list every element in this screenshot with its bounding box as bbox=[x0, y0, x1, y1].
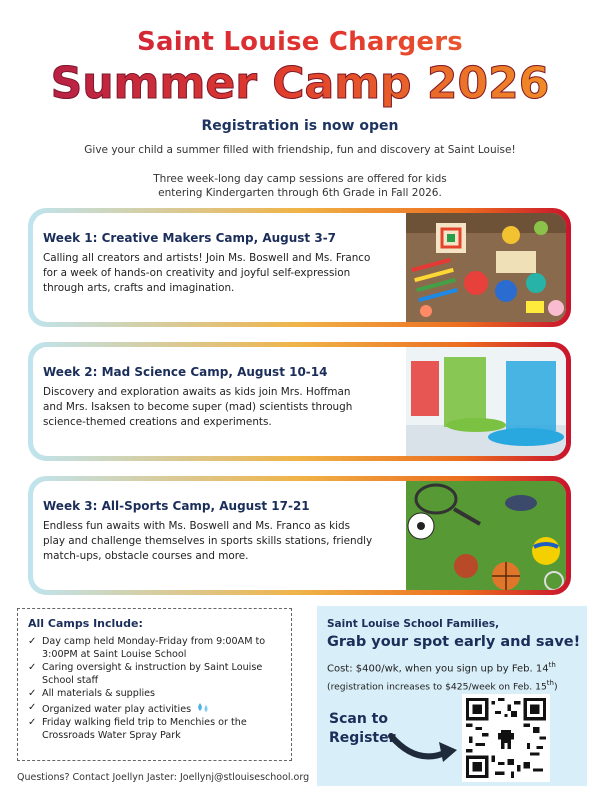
scan-to-register-label: Scan to Register bbox=[329, 711, 396, 746]
week-3-title: Week 3: All-Sports Camp, August 17-21 bbox=[43, 499, 310, 513]
contact-text: Questions? Contact Joellyn Jaster: Joellynj@stlouiseschool.org bbox=[17, 772, 310, 783]
checkmark-icon: ✓ bbox=[28, 662, 37, 673]
early-signup-heading: Grab your spot early and save! bbox=[327, 634, 581, 650]
qr-code-icon bbox=[466, 698, 546, 778]
checkmark-icon: ✓ bbox=[28, 717, 37, 728]
arrow-icon bbox=[387, 726, 462, 766]
registration-qr-code[interactable] bbox=[462, 694, 550, 782]
week-1-card bbox=[28, 208, 571, 327]
week-1-description: Calling all creators and artists! Join Ms. Boswell and Ms. Franco for a week of hands-on creativity and joyful self-expression through arts, crafts and imagination. bbox=[43, 252, 371, 294]
week-2-description: Discovery and exploration awaits as kids join Mrs. Hoffman and Mrs. Isaksen to become super (mad) scientists through science-themed creations and experiments. bbox=[43, 386, 353, 428]
week-3-description: Endless fun awaits with Ms. Boswell and Ms. Franco as kids play and challenge themselves in sports skills stations, friendly match-ups, obstacle courses and more. bbox=[43, 520, 373, 562]
cost-text: Cost: $400/wk, when you sign up by Feb. 14th (registration increases to $425/week on Feb. 15th) bbox=[327, 661, 558, 693]
registration-promo-box bbox=[317, 606, 587, 786]
list-item: ✓ All materials & supplies bbox=[28, 688, 156, 699]
checkmark-icon: ✓ bbox=[28, 701, 37, 713]
week-3-card bbox=[28, 476, 571, 595]
arts-and-crafts-photo bbox=[406, 213, 566, 322]
school-title: Saint Louise Chargers bbox=[0, 27, 600, 57]
list-item: ✓ Caring oversight & instruction by Saint Louise School staff bbox=[28, 662, 263, 686]
registration-open-heading: Registration is now open bbox=[201, 118, 399, 134]
week-2-card bbox=[28, 342, 571, 461]
main-title: Summer Camp 2026 bbox=[0, 58, 600, 110]
camp-includes-box bbox=[17, 608, 292, 761]
includes-list bbox=[28, 636, 281, 742]
sessions-text: Three week-long day camp sessions are offered for kids entering Kindergarten through 6th Grade in Fall 2026. bbox=[153, 173, 447, 199]
slime-science-photo bbox=[406, 347, 566, 456]
includes-title: All Camps Include: bbox=[28, 617, 143, 630]
week-2-title: Week 2: Mad Science Camp, August 10-14 bbox=[43, 365, 328, 379]
list-item: ✓ Day camp held Monday-Friday from 9:00AM to 3:00PM at Saint Louise School bbox=[28, 636, 266, 660]
list-item: ✓ Organized water play activities bbox=[28, 702, 281, 717]
sports-equipment-photo bbox=[406, 481, 566, 590]
checkmark-icon: ✓ bbox=[28, 636, 37, 647]
checkmark-icon: ✓ bbox=[28, 688, 37, 699]
families-heading: Saint Louise School Families, bbox=[327, 618, 500, 630]
list-item: ✓ Friday walking field trip to Menchies or the Crossroads Water Spray Park bbox=[28, 717, 247, 741]
week-1-title: Week 1: Creative Makers Camp, August 3-7 bbox=[43, 231, 337, 245]
water-drops-icon bbox=[196, 702, 210, 714]
intro-text: Give your child a summer filled with friendship, fun and discovery at Saint Louise! bbox=[84, 144, 516, 156]
